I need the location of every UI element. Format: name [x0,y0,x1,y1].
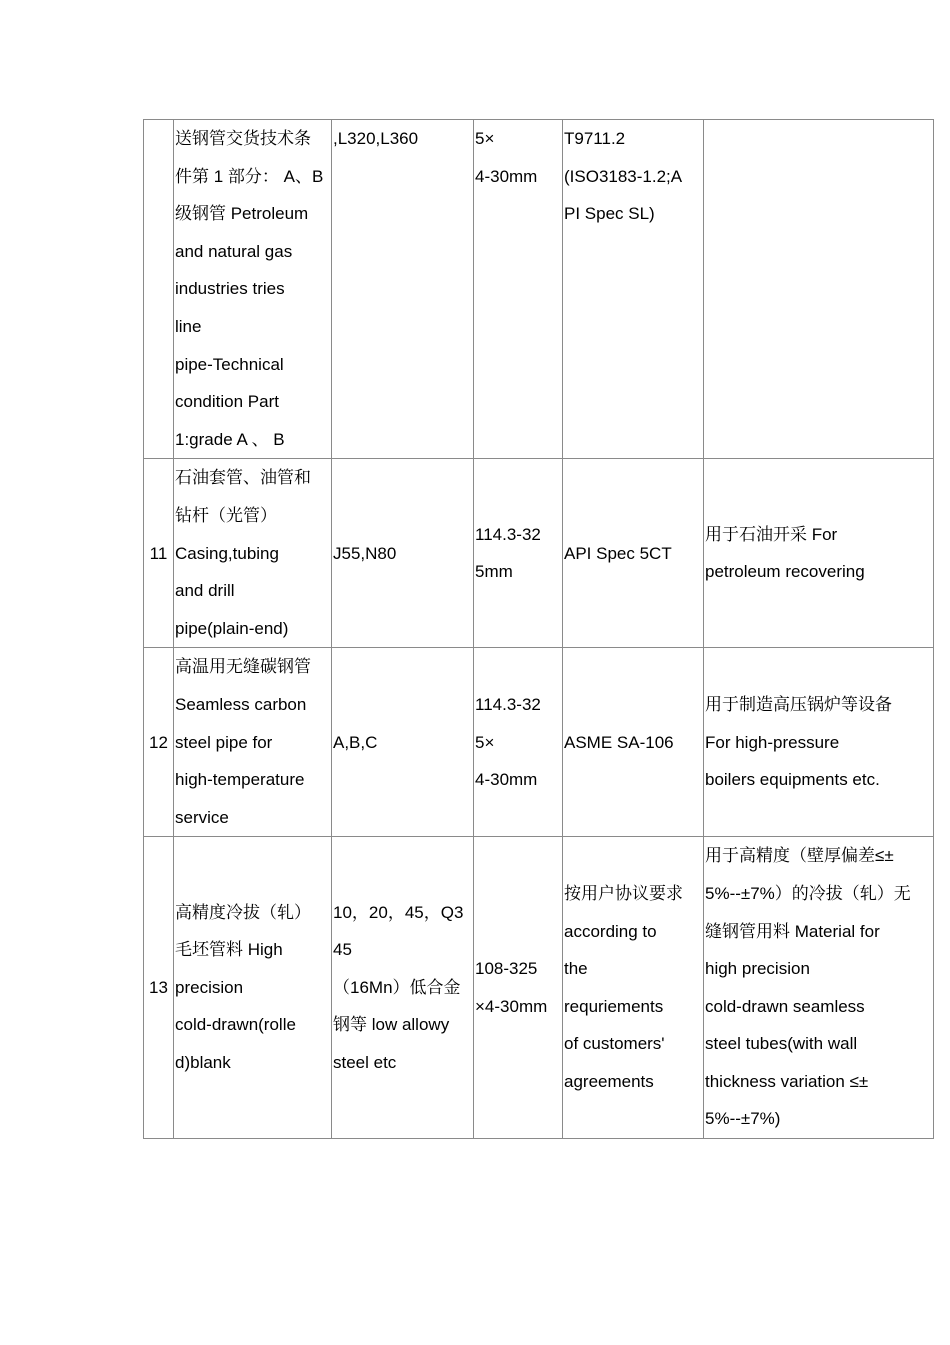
application: 用于高精度（壁厚偏差≤± 5%--±7%）的冷拔（轧）无 缝钢管用料 Material for high precision cold-drawn seamless steel tubes(with wall thickness variation ≤± 5%--±7%) [704,837,934,1139]
row-number: 12 [144,648,174,837]
steel-grade: 10，20，45，Q345 （16Mn）低合金 钢等 low allowy steel etc [332,837,474,1139]
table-row [144,120,934,459]
standard: 按用户协议要求 according to the requriements of customers' agreements [563,837,704,1139]
pipe-size: 5× 4-30mm [474,120,563,459]
table-row [144,648,934,837]
standard: API Spec 5CT [563,459,704,648]
standard: ASME SA-106 [563,648,704,837]
product-name: 石油套管、油管和 钻杆（光管） Casing,tubing and drill pipe(plain-end) [174,459,332,648]
product-spec-table [143,119,934,1139]
steel-grade: J55,N80 [332,459,474,648]
pipe-size: 108-325 ×4-30mm [474,837,563,1139]
row-number [144,120,174,459]
row-number: 11 [144,459,174,648]
product-name: 送钢管交货技术条 件第 1 部分： A、B 级钢管 Petroleum and natural gas industries tries line pipe-Technical condition Part 1:grade A 、 B [174,120,332,459]
table-row [144,459,934,648]
row-number: 13 [144,837,174,1139]
steel-grade: ,L320,L360 [332,120,474,459]
product-name: 高温用无缝碳钢管 Seamless carbon steel pipe for high-temperature service [174,648,332,837]
application: 用于石油开采 For petroleum recovering [704,459,934,648]
pipe-size: 114.3-32 5mm [474,459,563,648]
product-name: 高精度冷拔（轧） 毛坯管料 High precision cold-drawn(rolle d)blank [174,837,332,1139]
table-row [144,837,934,1139]
application: 用于制造高压锅炉等设备 For high-pressure boilers equipments etc. [704,648,934,837]
pipe-size: 114.3-32 5× 4-30mm [474,648,563,837]
application [704,120,934,459]
standard: T9711.2 (ISO3183-1.2;A PI Spec SL) [563,120,704,459]
steel-grade: A,B,C [332,648,474,837]
